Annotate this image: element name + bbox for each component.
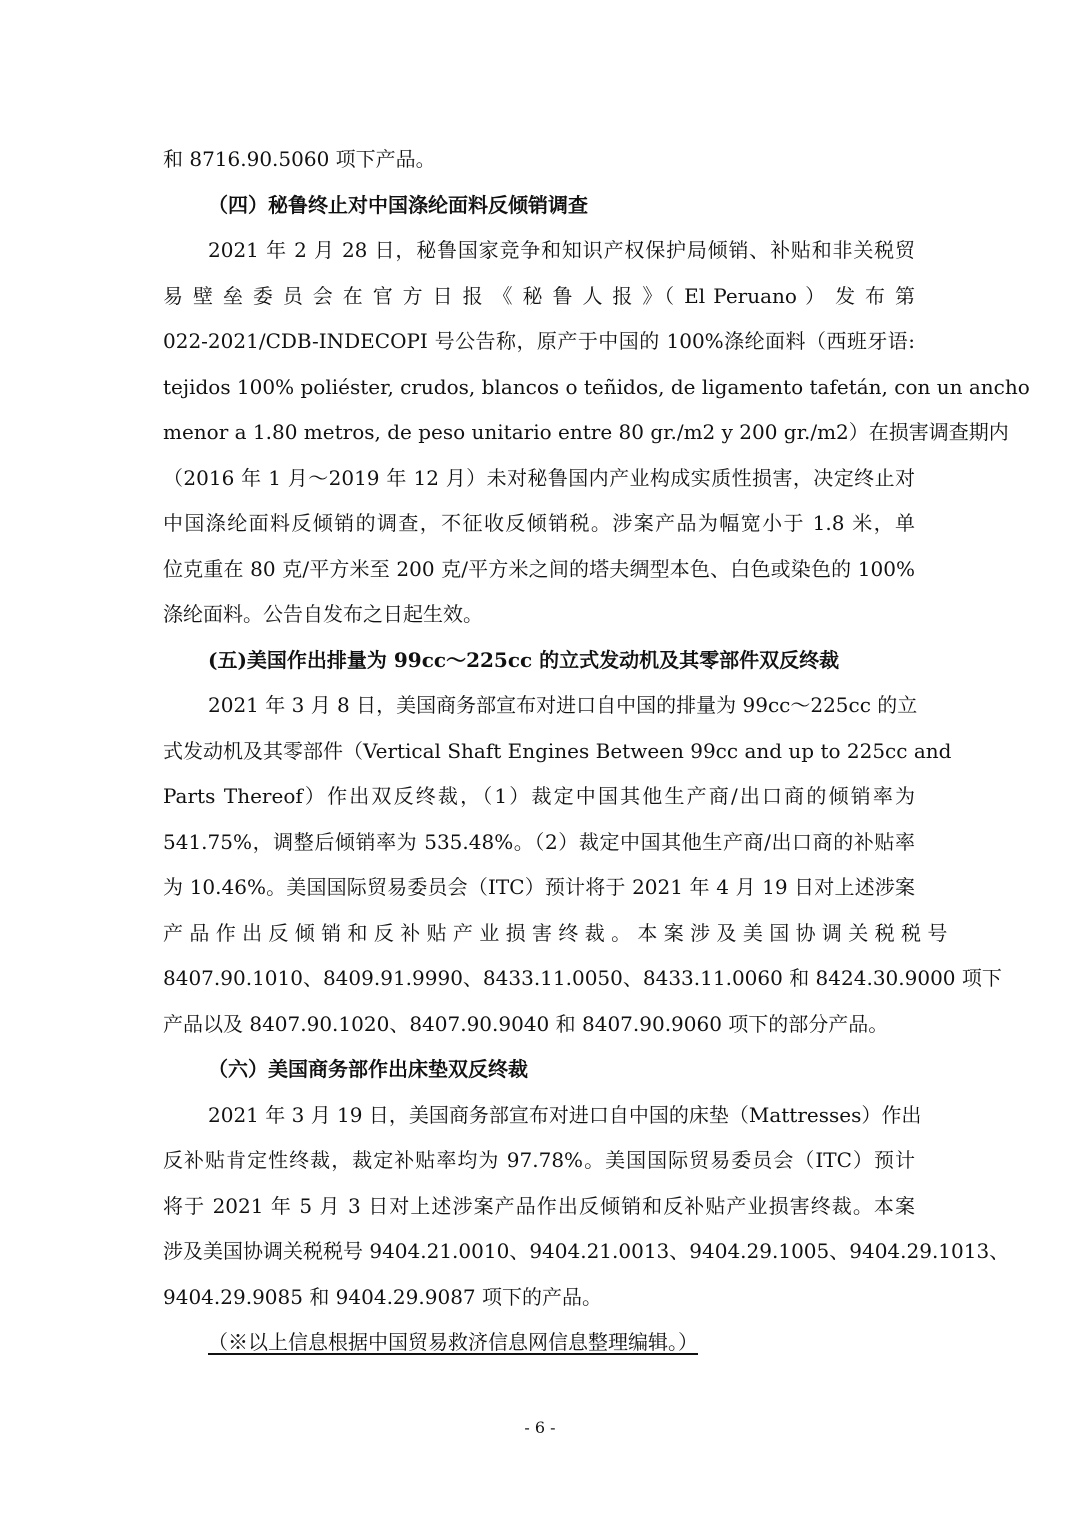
paragraph-line: 涤纶面料。公告自发布之日起生效。 bbox=[163, 602, 483, 626]
paragraph-line: 产 品 作 出 反 倾 销 和 反 补 贴 产 业 损 害 终 裁 。 本 案 涉 及 美 国 协 调 关 税 税 号 bbox=[163, 921, 948, 945]
paragraph-line: 和 8716.90.5060 项下产品。 bbox=[163, 147, 436, 171]
paragraph-line: 2021 年 2 月 28 日，秘鲁国家竞争和知识产权保护局倾销、补贴和非关税贸 bbox=[208, 238, 915, 262]
paragraph-line: 将于 2021 年 5 月 3 日对上述涉案产品作出反倾销和反补贴产业损害终裁。本案 bbox=[163, 1194, 915, 1218]
paragraph-line: 2021 年 3 月 19 日，美国商务部宣布对进口自中国的床垫（Mattresses）作出 bbox=[208, 1103, 922, 1127]
paragraph-line: menor a 1.80 metros, de peso unitario entre 80 gr./m2 y 200 gr./m2）在损害调查期内 bbox=[163, 420, 1009, 444]
paragraph-line: 涉及美国协调关税税号 9404.21.0010、9404.21.0013、9404.29.1005、9404.29.1013、 bbox=[163, 1239, 1010, 1263]
paragraph-line: 式发动机及其零部件（Vertical Shaft Engines Between 99cc and up to 225cc and bbox=[163, 739, 952, 763]
paragraph-line: 9404.29.9085 和 9404.29.9087 项下的产品。 bbox=[163, 1285, 602, 1309]
page-number: - 6 - bbox=[524, 1418, 556, 1437]
source-note: （※以上信息根据中国贸易救济信息网信息整理编辑。） bbox=[208, 1330, 698, 1354]
paragraph-line: 中国涤纶面料反倾销的调查，不征收反倾销税。涉案产品为幅宽小于 1.8 米，单 bbox=[163, 511, 915, 535]
paragraph-line: 反补贴肯定性终裁，裁定补贴率均为 97.78%。美国国际贸易委员会（ITC）预计 bbox=[163, 1148, 915, 1172]
paragraph-line: tejidos 100% poliéster, crudos, blancos o teñidos, de ligamento tafetán, con un ancho bbox=[163, 375, 1030, 399]
paragraph-line: 为 10.46%。美国国际贸易委员会（ITC）预计将于 2021 年 4 月 19 日对上述涉案 bbox=[163, 875, 915, 899]
paragraph-line: （2016 年 1 月～2019 年 12 月）未对秘鲁国内产业构成实质性损害，决定终止对 bbox=[163, 466, 915, 490]
paragraph-line: 位克重在 80 克/平方米至 200 克/平方米之间的塔夫绸型本色、白色或染色的 100% bbox=[163, 557, 915, 581]
paragraph-line: 022-2021/CDB-INDECOPI 号公告称，原产于中国的 100%涤纶面料（西班牙语: bbox=[163, 329, 915, 353]
paragraph-line: 2021 年 3 月 8 日，美国商务部宣布对进口自中国的排量为 99cc～225cc 的立 bbox=[208, 693, 918, 717]
section-heading-4: （四）秘鲁终止对中国涤纶面料反倾销调查 bbox=[208, 193, 588, 217]
paragraph-line: Parts Thereof）作出双反终裁，（1）裁定中国其他生产商/出口商的倾销率为 bbox=[163, 784, 915, 808]
section-heading-6: （六）美国商务部作出床垫双反终裁 bbox=[208, 1057, 528, 1081]
paragraph-line: 8407.90.1010、8409.91.9990、8433.11.0050、8433.11.0060 和 8424.30.9000 项下 bbox=[163, 966, 1002, 990]
paragraph-line: 易 壁 垒 委 员 会 在 官 方 日 报 《 秘 鲁 人 报 》（ El Peruano ） 发 布 第 bbox=[163, 284, 915, 308]
paragraph-line: 产品以及 8407.90.1020、8407.90.9040 和 8407.90.9060 项下的部分产品。 bbox=[163, 1012, 889, 1036]
section-heading-5: (五)美国作出排量为 99cc～225cc 的立式发动机及其零部件双反终裁 bbox=[208, 648, 840, 672]
paragraph-line: 541.75%，调整后倾销率为 535.48%。（2）裁定中国其他生产商/出口商的补贴率 bbox=[163, 830, 915, 854]
